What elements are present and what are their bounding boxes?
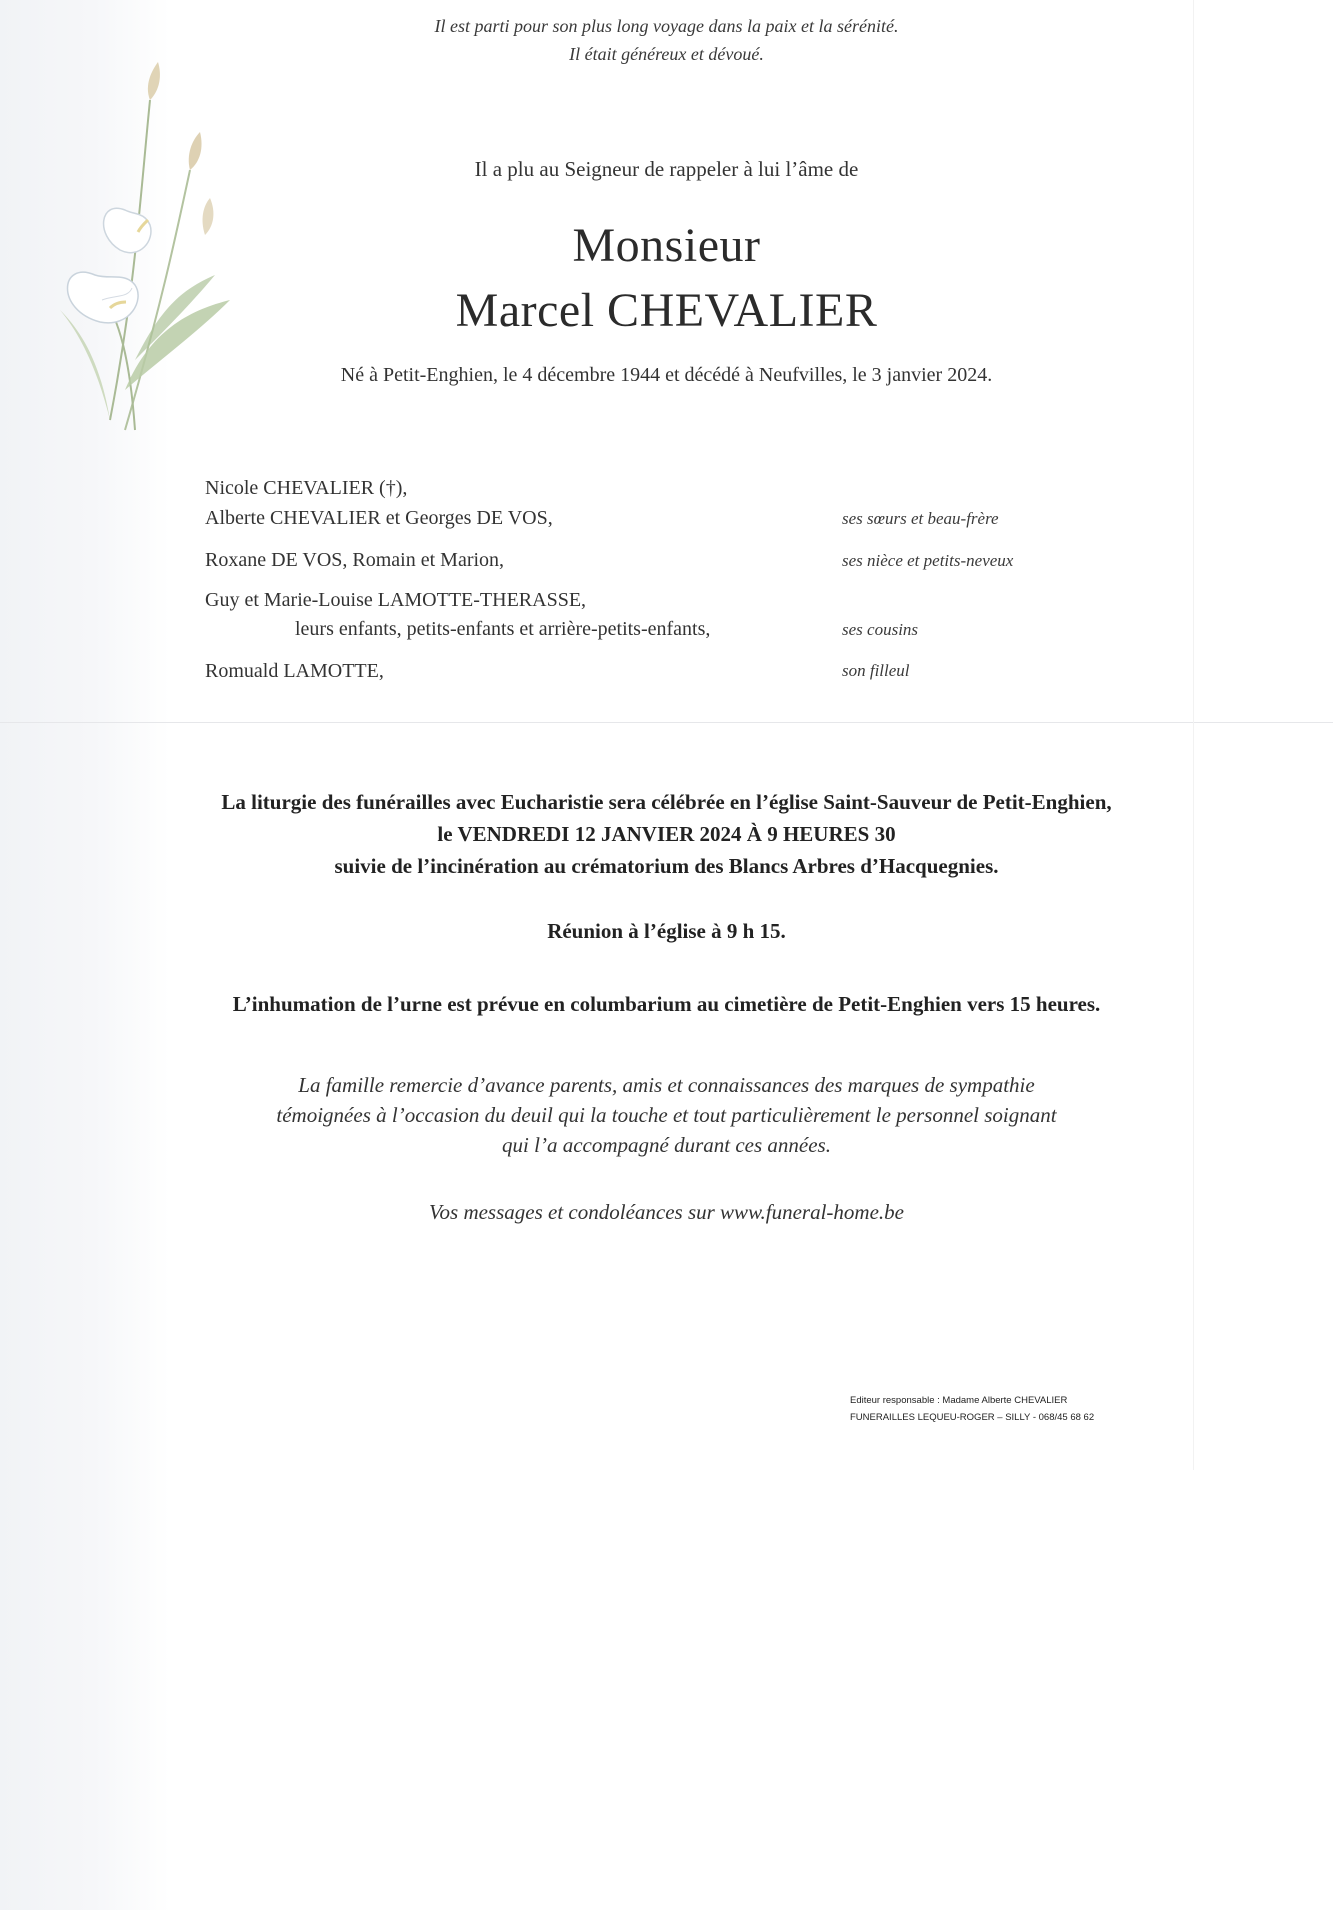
funeral-line-3: suivie de l’incinération au crématorium des Blancs Arbres d’Hacquegnies. [334,854,999,878]
thanks-paragraph [0,1070,1333,1160]
thanks-line-2: témoignées à l’occasion du deuil qui la touche et tout particulièrement le personnel soignant [276,1103,1057,1127]
funeral-details [0,786,1333,882]
thanks-line-1: La famille remercie d’avance parents, amis et connaissances des marques de sympathie [298,1073,1035,1097]
family-row-3-names: Roxane DE VOS, Romain et Marion, [205,549,505,571]
funeral-line-1: La liturgie des funérailles avec Eucharistie sera célébrée en l’église Saint-Sauveur de Petit-Enghien, [221,790,1112,814]
intro-text: Il a plu au Seigneur de rappeler à lui l’âme de [474,157,859,181]
meeting-text: Réunion à l’église à 9 h 15. [547,919,786,943]
funeral-line-2: le VENDREDI 12 JANVIER 2024 À 9 HEURES 30 [437,822,896,846]
birth-death-text: Né à Petit-Enghien, le 4 décembre 1944 et décédé à Neufvilles, le 3 janvier 2024. [340,364,993,386]
deceased-title: Monsieur [572,219,761,272]
family-row-5-relation: ses cousins [842,620,919,639]
family-row-1-names: Nicole CHEVALIER (†), [205,477,408,499]
footer-line-1: Editeur responsable : Madame Alberte CHEVALIER [850,1395,1068,1406]
family-row-6-relation: son filleul [842,661,910,680]
epigraph-line-1: Il est parti pour son plus long voyage dans la paix et la sérénité. [434,16,899,36]
family-row-5-names: leurs enfants, petits-enfants et arrière-petits-enfants, [295,618,711,640]
family-row-2-names: Alberte CHEVALIER et Georges DE VOS, [205,507,553,529]
family-row-4-names: Guy et Marie-Louise LAMOTTE-THERASSE, [205,589,587,611]
deceased-name: Marcel CHEVALIER [455,284,878,337]
footer-line-2: FUNERAILLES LEQUEU-ROGER – SILLY - 068/45 68 62 [850,1412,1095,1423]
publisher-footer [850,1392,1094,1426]
family-row-2-relation: ses sœurs et beau-frère [842,509,999,528]
epigraph [0,12,1333,68]
epigraph-line-2: Il était généreux et dévoué. [569,44,764,64]
inhumation-text: L’inhumation de l’urne est prévue en columbarium au cimetière de Petit-Enghien vers 15 heures. [232,992,1101,1016]
thanks-line-3: qui l’a accompagné durant ces années. [502,1133,831,1157]
fold-line [0,722,1333,723]
family-row-6-names: Romuald LAMOTTE, [205,660,384,682]
family-row-3-relation: ses nièce et petits-neveux [842,551,1014,570]
condolences-text: Vos messages et condoléances sur www.funeral-home.be [429,1200,904,1224]
